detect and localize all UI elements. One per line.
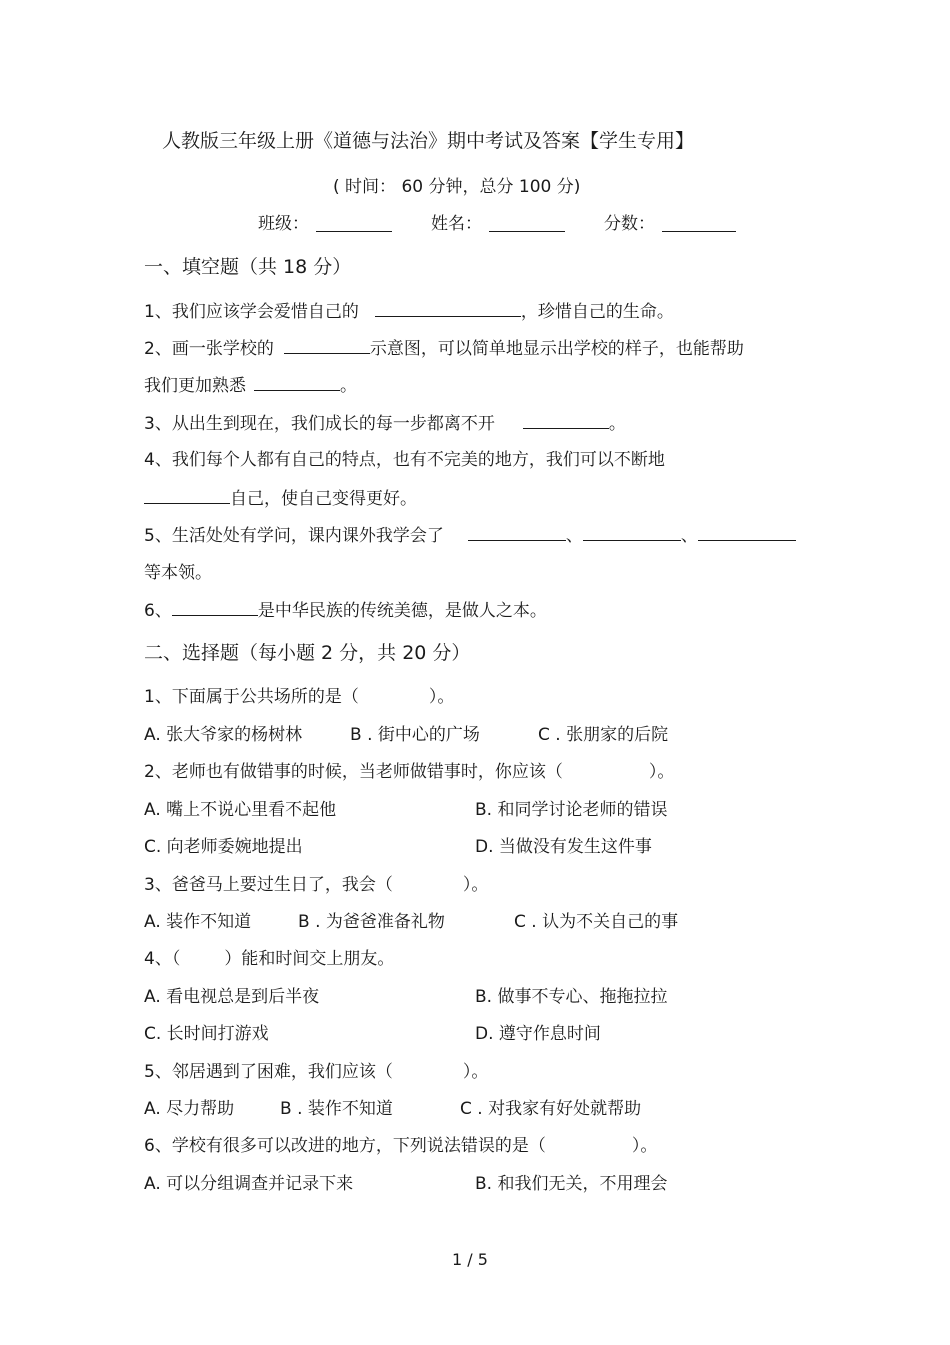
- score-field[interactable]: [662, 215, 736, 232]
- choice-question-5: 5、邻居遇到了困难，我们应该（ ）。: [144, 1062, 489, 1082]
- option-b[interactable]: B. 和同学讨论老师的错误: [475, 800, 668, 820]
- section-heading: 二、选择题（每小题 2 分，共 20 分）: [144, 642, 471, 664]
- option-a[interactable]: A. 张大爷家的杨树林: [144, 725, 303, 745]
- option-c[interactable]: C. 长时间打游戏: [144, 1024, 269, 1044]
- option-c[interactable]: C . 张朋家的后院: [538, 725, 669, 745]
- name-field[interactable]: [489, 215, 565, 232]
- score-label: 分数：: [604, 214, 655, 234]
- answer-blank[interactable]: [468, 524, 566, 541]
- question-1: 1、我们应该学会爱惜自己的 ，珍惜自己的生命。: [144, 302, 674, 322]
- option-a[interactable]: A. 看电视总是到后半夜: [144, 987, 320, 1007]
- class-label: 班级：: [258, 214, 309, 234]
- option-a[interactable]: A. 装作不知道: [144, 912, 252, 932]
- option-a[interactable]: A. 可以分组调查并记录下来: [144, 1174, 354, 1194]
- name-label: 姓名：: [431, 214, 482, 234]
- option-c[interactable]: C. 向老师委婉地提出: [144, 837, 303, 857]
- answer-blank[interactable]: [254, 374, 340, 391]
- question-5-cont: 等本领。: [144, 563, 212, 583]
- option-a[interactable]: A. 嘴上不说心里看不起他: [144, 800, 337, 820]
- question-5: 5、生活处处有学问，课内课外我学会了 、 、: [144, 524, 796, 547]
- option-b[interactable]: B. 做事不专心、拖拖拉拉: [475, 987, 668, 1007]
- option-b[interactable]: B . 为爸爸准备礼物: [298, 912, 445, 932]
- option-d[interactable]: D. 当做没有发生这件事: [475, 837, 652, 857]
- option-a[interactable]: A. 尽力帮助: [144, 1099, 235, 1119]
- answer-blank[interactable]: [698, 524, 796, 541]
- option-c[interactable]: C . 认为不关自己的事: [514, 912, 679, 932]
- choice-question-1: 1、下面属于公共场所的是（ ）。: [144, 687, 455, 707]
- choice-question-2: 2、老师也有做错事的时候，当老师做错事时，你应该（ ）。: [144, 762, 675, 782]
- answer-blank[interactable]: [172, 599, 258, 616]
- class-field[interactable]: [316, 215, 392, 232]
- question-2-cont: 我们更加熟悉 。: [144, 376, 357, 396]
- option-d[interactable]: D. 遵守作息时间: [475, 1024, 601, 1044]
- answer-blank[interactable]: [583, 524, 681, 541]
- question-3: 3、从出生到现在，我们成长的每一步都离不开 。: [144, 414, 626, 434]
- question-6: 6、 是中华民族的传统美德，是做人之本。: [144, 601, 547, 621]
- answer-blank[interactable]: [144, 487, 230, 504]
- exam-info: ( 时间： 60 分钟，总分 100 分): [333, 177, 581, 197]
- question-4: 4、我们每个人都有自己的特点，也有不完美的地方，我们可以不断地: [144, 450, 665, 470]
- option-b[interactable]: B . 装作不知道: [280, 1099, 393, 1119]
- answer-blank[interactable]: [375, 300, 521, 317]
- question-4-cont: 自己，使自己变得更好。: [144, 487, 417, 510]
- page-title: 人教版三年级上册《道德与法治》期中考试及答案【学生专用】: [162, 130, 695, 152]
- option-b[interactable]: B . 街中心的广场: [350, 725, 480, 745]
- answer-blank[interactable]: [523, 412, 609, 429]
- choice-question-3: 3、爸爸马上要过生日了，我会（ ）。: [144, 875, 489, 895]
- choice-question-6: 6、学校有很多可以改进的地方，下列说法错误的是（ ）。: [144, 1136, 658, 1156]
- answer-blank[interactable]: [284, 337, 370, 354]
- choice-question-4: 4、（ ）能和时间交上朋友。: [144, 949, 395, 969]
- option-b[interactable]: B. 和我们无关，不用理会: [475, 1174, 668, 1194]
- option-c[interactable]: C . 对我家有好处就帮助: [460, 1099, 642, 1119]
- question-2: 2、画一张学校的 示意图，可以简单地显示出学校的样子，也能帮助: [144, 339, 744, 359]
- section-heading: 一、填空题（共 18 分）: [144, 256, 352, 278]
- page-number: 1 / 5: [452, 1250, 488, 1269]
